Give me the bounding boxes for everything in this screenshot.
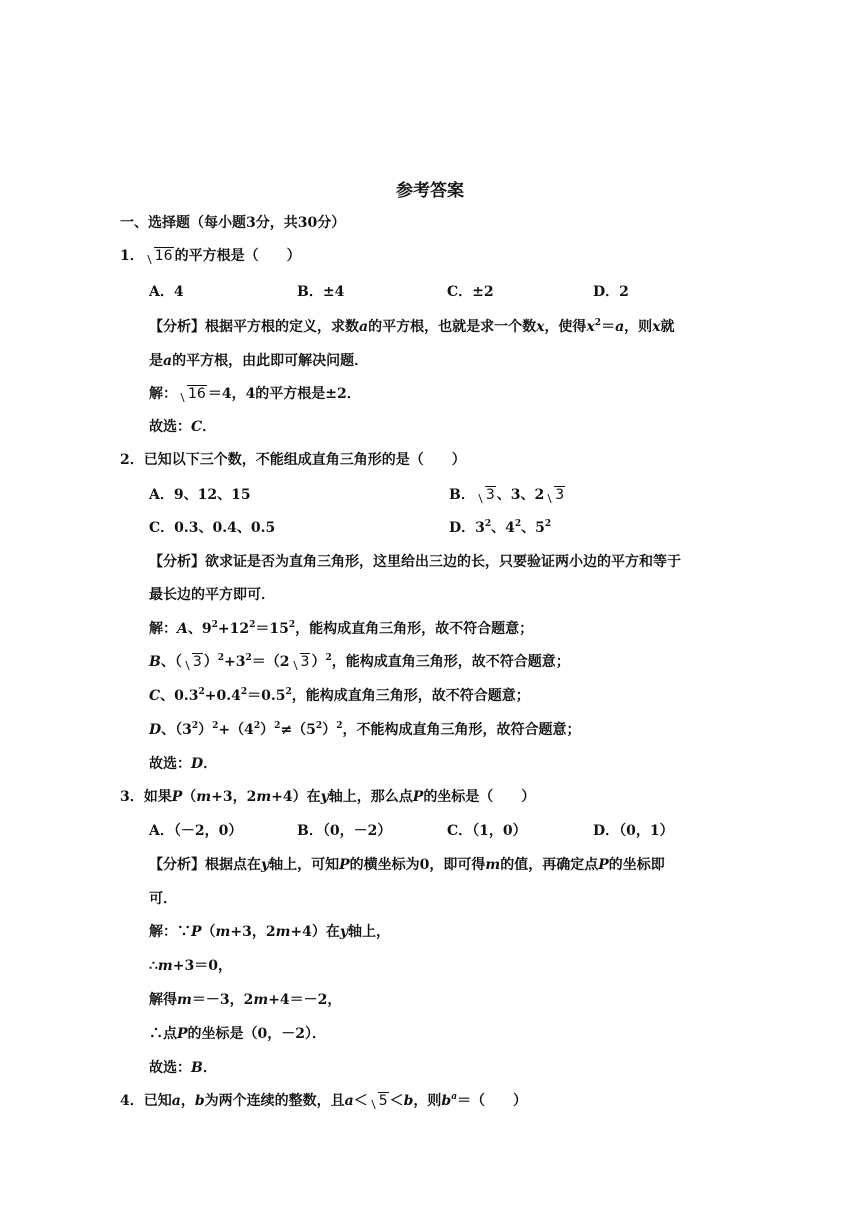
q2-option-a: A．9、12、15	[149, 487, 251, 503]
sqrt-symbol: 3	[290, 652, 311, 672]
sqrt-symbol: 16	[144, 246, 174, 266]
sqrt-symbol: 5	[368, 1091, 389, 1111]
q1-answer: 故选：C．	[149, 419, 217, 435]
q1-option-b: B．±4	[297, 284, 345, 300]
question-4-stem: 4．已知a，b为两个连续的整数，且a＜ 5 ＜b，则$b^a=$（ ）	[120, 1092, 528, 1109]
q3-analysis-line-1: 【分析】根据点在y轴上，可知P的横坐标为0，即可得m的值，再确定点P的坐标即	[149, 857, 665, 873]
q2-answer: 故选：D．	[149, 756, 218, 772]
q3-option-d: D．（0，1）	[593, 823, 674, 839]
q1-option-d: D．2	[593, 284, 629, 300]
q3-option-a: A．（－2，0）	[149, 823, 243, 839]
q3-solution-3: 解得m＝－3，2m+4＝－2，	[149, 992, 342, 1008]
question-3-stem: 3．如果P（m+3，2m+4）在y轴上，那么点P的坐标是（ ）	[120, 789, 536, 805]
sqrt-symbol: 3	[475, 485, 496, 505]
q3-option-b: B．（0，－2）	[297, 823, 392, 839]
q1-analysis-line-1: 【分析】根据平方根的定义，求数a的平方根，也就是求一个数x，使得$x^2=a$，则x就	[149, 318, 675, 335]
q2-option-c: C．0.3、0.4、0.5	[149, 520, 276, 536]
q2-analysis-line-2: 最长边的平方即可．	[149, 587, 275, 603]
q3-solution-2: ∴m+3＝0，	[149, 958, 232, 974]
q1-solution: 解： 16 ＝4，4的平方根是±2．	[149, 386, 361, 402]
page-title: 参考答案	[396, 181, 464, 201]
q3-solution-1: 解：∵P（m+3，2m+4）在y轴上，	[149, 924, 391, 940]
q3-solution-4: ∴点P的坐标是（0，－2）．	[149, 1026, 327, 1042]
q3-option-c: C．（1，0）	[447, 823, 527, 839]
q3-analysis-line-2: 可．	[149, 891, 177, 907]
sqrt-symbol: 3	[182, 652, 203, 672]
q1-option-a: A．4	[149, 284, 184, 300]
q2-solution-d: D、$(3^2)^2+(4^2)^2\ne(5^2)^2$，不能构成直角三角形，故符合题意；	[149, 721, 581, 738]
sqrt-symbol: 16	[177, 384, 207, 404]
q2-solution-b: B、（ 3 ）$^2+3^2=(2$ 3 ）$^2$，能构成直角三角形，故不符合题意；	[149, 653, 570, 670]
q3-answer: 故选：B．	[149, 1060, 217, 1076]
question-1-stem: 1． 16 的平方根是（ ）	[120, 248, 301, 264]
q2-option-d: D．$3^2$、$4^2$、$5^2$	[449, 519, 552, 536]
q2-analysis-line-1: 【分析】欲求证是否为直角三角形，这里给出三边的长，只要验证两小边的平方和等于	[149, 554, 681, 570]
q1-analysis-line-2: 是a的平方根，由此即可解决问题．	[149, 353, 369, 369]
q1-option-c: C．±2	[447, 284, 494, 300]
q2-solution-a: 解：A、$9^2+12^2=15^2$，能构成直角三角形，故不符合题意；	[149, 620, 534, 637]
section-heading: 一、选择题（每小题3分，共30分）	[120, 215, 346, 231]
q2-option-b: B． 3 、3、2 3	[449, 487, 565, 503]
question-2-stem: 2．已知以下三个数，不能组成直角三角形的是（ ）	[120, 452, 466, 468]
q2-solution-c: C、$0.3^2+0.4^2=0.5^2$，能构成直角三角形，故不符合题意；	[149, 687, 530, 704]
sqrt-symbol: 3	[544, 485, 565, 505]
